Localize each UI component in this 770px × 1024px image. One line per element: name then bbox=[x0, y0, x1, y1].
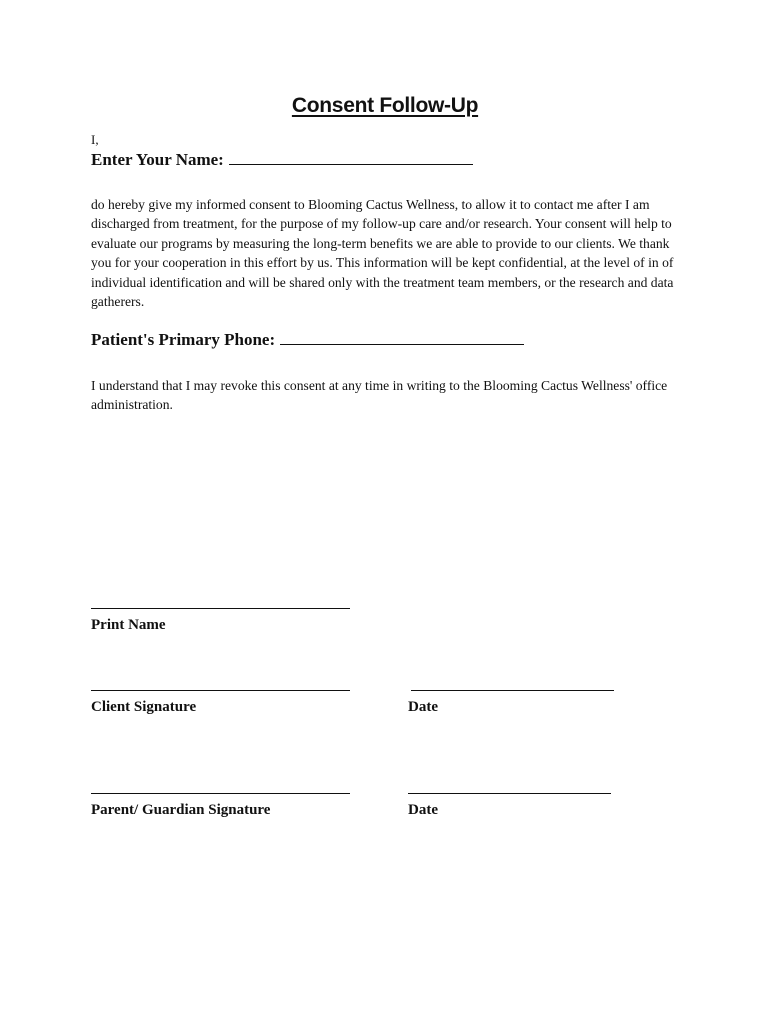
document-title: Consent Follow-Up bbox=[291, 94, 479, 117]
guardian-signature-label: Parent/ Guardian Signature bbox=[91, 802, 271, 818]
client-signature-label: Client Signature bbox=[91, 699, 197, 715]
phone-field-blank[interactable] bbox=[280, 330, 524, 345]
name-field-row bbox=[91, 150, 473, 170]
client-signature-line[interactable] bbox=[91, 690, 350, 691]
name-field-label: Enter Your Name: bbox=[91, 150, 224, 169]
guardian-date-line[interactable] bbox=[408, 793, 611, 794]
client-date-line[interactable] bbox=[411, 690, 614, 691]
phone-field-label: Patient's Primary Phone: bbox=[91, 330, 276, 349]
print-name-label: Print Name bbox=[91, 617, 166, 633]
name-field-blank[interactable] bbox=[229, 150, 473, 165]
guardian-date-label: Date bbox=[408, 802, 438, 818]
print-name-line[interactable] bbox=[91, 608, 350, 609]
consent-paragraph: do hereby give my informed consent to Blooming Cactus Wellness, to allow it to contact me after I am discharged from treatment, for the purpose of my follow-up care and/or research. Your consent will help to evaluate our programs by measuring the long-term benefits we are able to provide to our clients. We thank you for your cooperation in this effort by us. This information will be kept confidential, at the level of in of individual identification and will be shared only with the treatment team members, or the research and data gatherers. bbox=[91, 197, 674, 310]
revoke-paragraph: I understand that I may revoke this consent at any time in writing to the Blooming Cactus Wellness' office administration. bbox=[91, 378, 668, 413]
intro-text: I, bbox=[91, 132, 99, 147]
guardian-signature-line[interactable] bbox=[91, 793, 350, 794]
client-date-label: Date bbox=[408, 699, 438, 715]
phone-field-row bbox=[91, 330, 524, 350]
